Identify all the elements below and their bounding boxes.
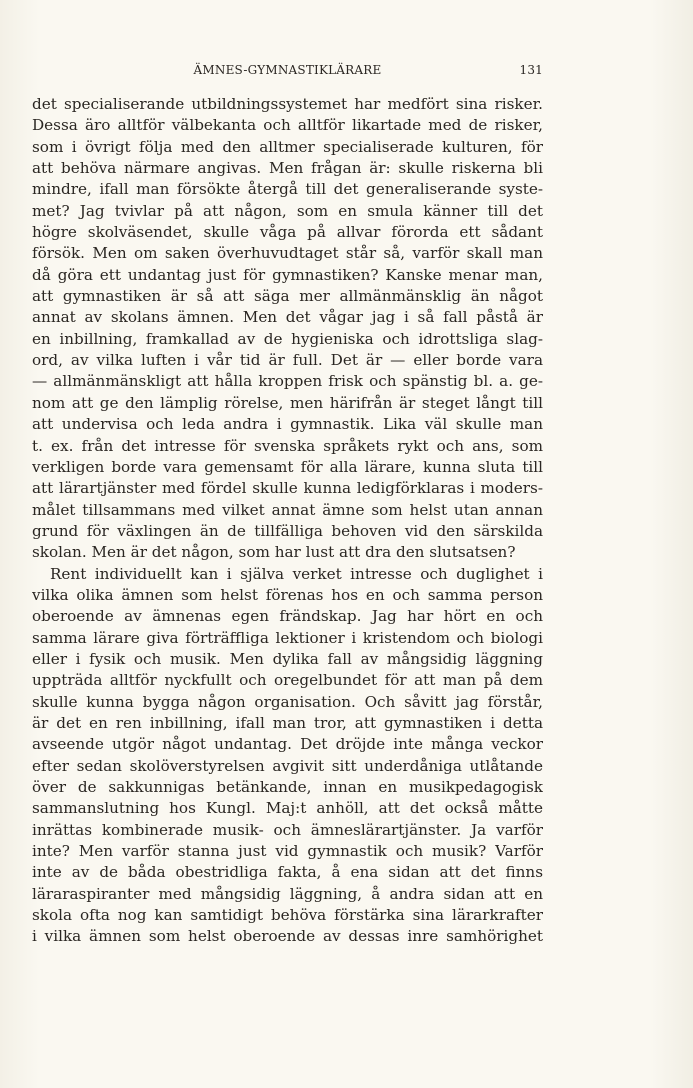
text-line: ord, av vilka luften i vår tid är full. Det är — eller borde vara bbox=[32, 351, 543, 370]
text-line-paragraph-start: Rent individuellt kan i själva verket intresse och duglighet i bbox=[50, 564, 543, 583]
text-line: i vilka ämnen som helst oberoende av dessas inre samhörighet bbox=[32, 927, 543, 946]
page-number: 131 bbox=[519, 63, 543, 77]
text-line: inte av de båda obestridliga fakta, å ena sidan att det finns bbox=[32, 863, 543, 882]
text-line: Dessa äro alltför välbekanta och alltför likartade med de risker, bbox=[32, 116, 543, 135]
text-line: met? Jag tvivlar på att någon, som en smula känner till det bbox=[32, 201, 543, 220]
text-line: eller i fysik och musik. Men dylika fall av mångsidig läggning bbox=[32, 649, 543, 668]
text-line: inrättas kombinerade musik- och ämneslärartjänster. Ja varför bbox=[32, 820, 543, 839]
text-line: inte? Men varför stanna just vid gymnastik och musik? Varför bbox=[32, 842, 543, 861]
text-line: — allmänmänskligt att hålla kroppen frisk och spänstig bl. a. ge- bbox=[32, 372, 543, 391]
text-line: högre skolväsendet, skulle våga på allvar förorda ett sådant bbox=[32, 223, 543, 242]
text-line: verkligen borde vara gemensamt för alla lärare, kunna sluta till bbox=[32, 457, 543, 476]
text-line: att gymnastiken är så att säga mer allmänmänsklig än något bbox=[32, 287, 543, 306]
text-line: försök. Men om saken överhuvudtaget står så, varför skall man bbox=[32, 244, 543, 263]
text-line: skulle kunna bygga någon organisation. Och såvitt jag förstår, bbox=[32, 692, 543, 711]
text-line: att lärartjänster med fördel skulle kunna ledigförklaras i moders- bbox=[32, 479, 543, 498]
text-line: det specialiserande utbildningssystemet har medfört sina risker. bbox=[32, 95, 543, 113]
text-line: avseende utgör något undantag. Det dröjde inte många veckor bbox=[32, 735, 543, 754]
text-line: skola ofta nog kan samtidigt behöva förstärka sina lärarkrafter bbox=[32, 906, 543, 925]
text-line: en inbillning, framkallad av de hygieniska och idrottsliga slag- bbox=[32, 329, 543, 348]
text-line: uppträda alltför nyckfullt och oregelbundet för att man på dem bbox=[32, 671, 543, 690]
text-line: då göra ett undantag just för gymnastiken? Kanske menar man, bbox=[32, 265, 543, 284]
text-line: nom att ge den lämplig rörelse, men härifrån är steget långt till bbox=[32, 393, 543, 412]
text-line: efter sedan skolöverstyrelsen avgivit sitt underdåniga utlåtande bbox=[32, 756, 543, 775]
text-line: oberoende av ämnenas egen frändskap. Jag har hört en och bbox=[32, 607, 543, 626]
text-line: samma lärare giva förträffliga lektioner i kristendom och biologi bbox=[32, 628, 543, 647]
text-line: mindre, ifall man försökte återgå till det generaliserande syste- bbox=[32, 180, 543, 199]
text-line: målet tillsammans med vilket annat ämne som helst utan annan bbox=[32, 500, 543, 519]
page-header bbox=[32, 63, 543, 81]
text-line: är det en ren inbillning, ifall man tror, att gymnastiken i detta bbox=[32, 713, 543, 732]
text-line: annat av skolans ämnen. Men det vågar jag i så fall påstå är bbox=[32, 308, 543, 327]
text-line: läraraspiranter med mångsidig läggning, å andra sidan att en bbox=[32, 884, 543, 903]
text-line: t. ex. från det intresse för svenska språkets rykt och ans, som bbox=[32, 436, 543, 455]
text-line: sammanslutning hos Kungl. Maj:t anhöll, att det också måtte bbox=[32, 799, 543, 818]
text-line: att behöva närmare angivas. Men frågan är: skulle riskerna bli bbox=[32, 159, 543, 178]
body-text bbox=[32, 94, 543, 948]
text-line: grund för växlingen än de tillfälliga behoven vid den särskilda bbox=[32, 521, 543, 540]
text-line: att undervisa och leda andra i gymnastik. Lika väl skulle man bbox=[32, 415, 543, 434]
text-line: över de sakkunnigas betänkande, innan en musikpedagogisk bbox=[32, 778, 543, 796]
text-line: som i övrigt följa med den alltmer specialiserade kulturen, för bbox=[32, 137, 543, 156]
text-line: vilka olika ämnen som helst förenas hos en och samma person bbox=[32, 585, 543, 604]
text-line: skolan. Men är det någon, som har lust att dra den slutsatsen? bbox=[32, 543, 516, 562]
running-head: ÄMNES-GYMNASTIKLÄRARE bbox=[193, 63, 382, 77]
